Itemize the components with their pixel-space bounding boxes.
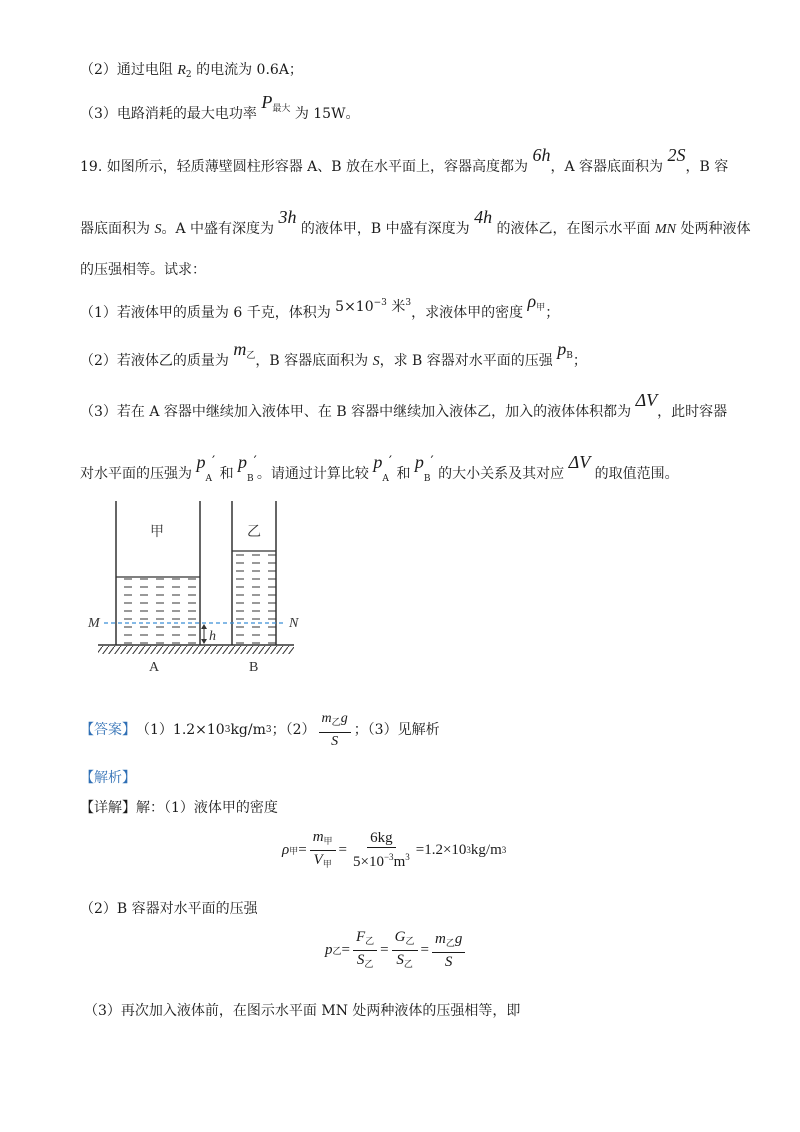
containers-figure (90, 495, 310, 675)
q19-line2: 器底面积为 S。A 中盛有深度为 3h 的液体甲，B 中盛有深度为 4h 的液体乙，在图示水平面 MN 处两种液体 (80, 207, 751, 237)
label-a: A (149, 660, 160, 675)
pressure-equation: p 乙 = $\frac{F_乙}{S_乙}$ = $\frac{G_乙}{S_乙}$ = $\frac{m_乙g}{S}$ (325, 926, 468, 974)
answer-line: 【答案】 （1）1.2×10 3 kg/m 3 ；（2） $\frac{m_乙g}{S}$ ；（3）见解析 (80, 711, 440, 749)
label-jia: 甲 (150, 525, 164, 540)
answer-fraction: $\frac{m_乙g}{S}$ (319, 709, 351, 751)
analysis-part3: （3）再次加入液体前，在图示水平面 MN 处两种液体的压强相等，即 (84, 1003, 521, 1019)
density-equation: ρ 甲 = $\frac{m_甲}{V_甲}$ = $\frac{6kg}{5\times 10^{-3}m^3}$ =1.2×10 3 kg/m 3 (282, 828, 507, 870)
analysis-title: 【解析】 (80, 770, 136, 786)
q19-part3-line2: 对水平面的压强为 $p_A'$ 和 $p_B'$。请通过计算比较 $p_A'$ 和 $p_B'$ 的大小关系及其对应 ΔV 的取值范围。 (80, 452, 679, 484)
q19-line1: 19. 如图所示，轻质薄壁圆柱形容器 A、B 放在水平面上，容器高度都为 6h，A 容器底面积为 2S，B 容 (80, 145, 729, 175)
label-h: h (209, 629, 216, 644)
label-n: N (289, 616, 299, 631)
label-yi: 乙 (247, 525, 261, 540)
q19-part2: （2）若液体乙的质量为 $m^乙$，B 容器底面积为 S，求 B 容器对水平面的压强 $p^B$； (80, 339, 587, 369)
q19-part3-line1: （3）若在 A 容器中继续加入液体甲、在 B 容器中继续加入液体乙，加入的液体体积都为 ΔV，此时容器 (80, 390, 728, 420)
prev-q-part2: （2）通过电阻 $R_2$ 的电流为 0.6A； (80, 62, 303, 80)
analysis-part2: （2）B 容器对水平面的压强 (80, 901, 258, 917)
prev-q-part3: （3）电路消耗的最大电功率 $P^{最大}$ 为 15W。 (80, 92, 360, 122)
q19-line3: 的压强相等。试求： (80, 262, 206, 278)
label-b: B (249, 660, 259, 675)
analysis-detail: 【详解】解：（1）液体甲的密度 (80, 800, 278, 816)
q19-part1: （1）若液体甲的质量为 6 千克，体积为 $5\times 10^{-3}$ 米$^3$，求液体甲的密度 $\rho^甲$； (80, 291, 560, 321)
answer-bracket: 【答案】 (80, 722, 136, 738)
h-arrow (201, 624, 207, 644)
label-m: M (88, 616, 100, 631)
